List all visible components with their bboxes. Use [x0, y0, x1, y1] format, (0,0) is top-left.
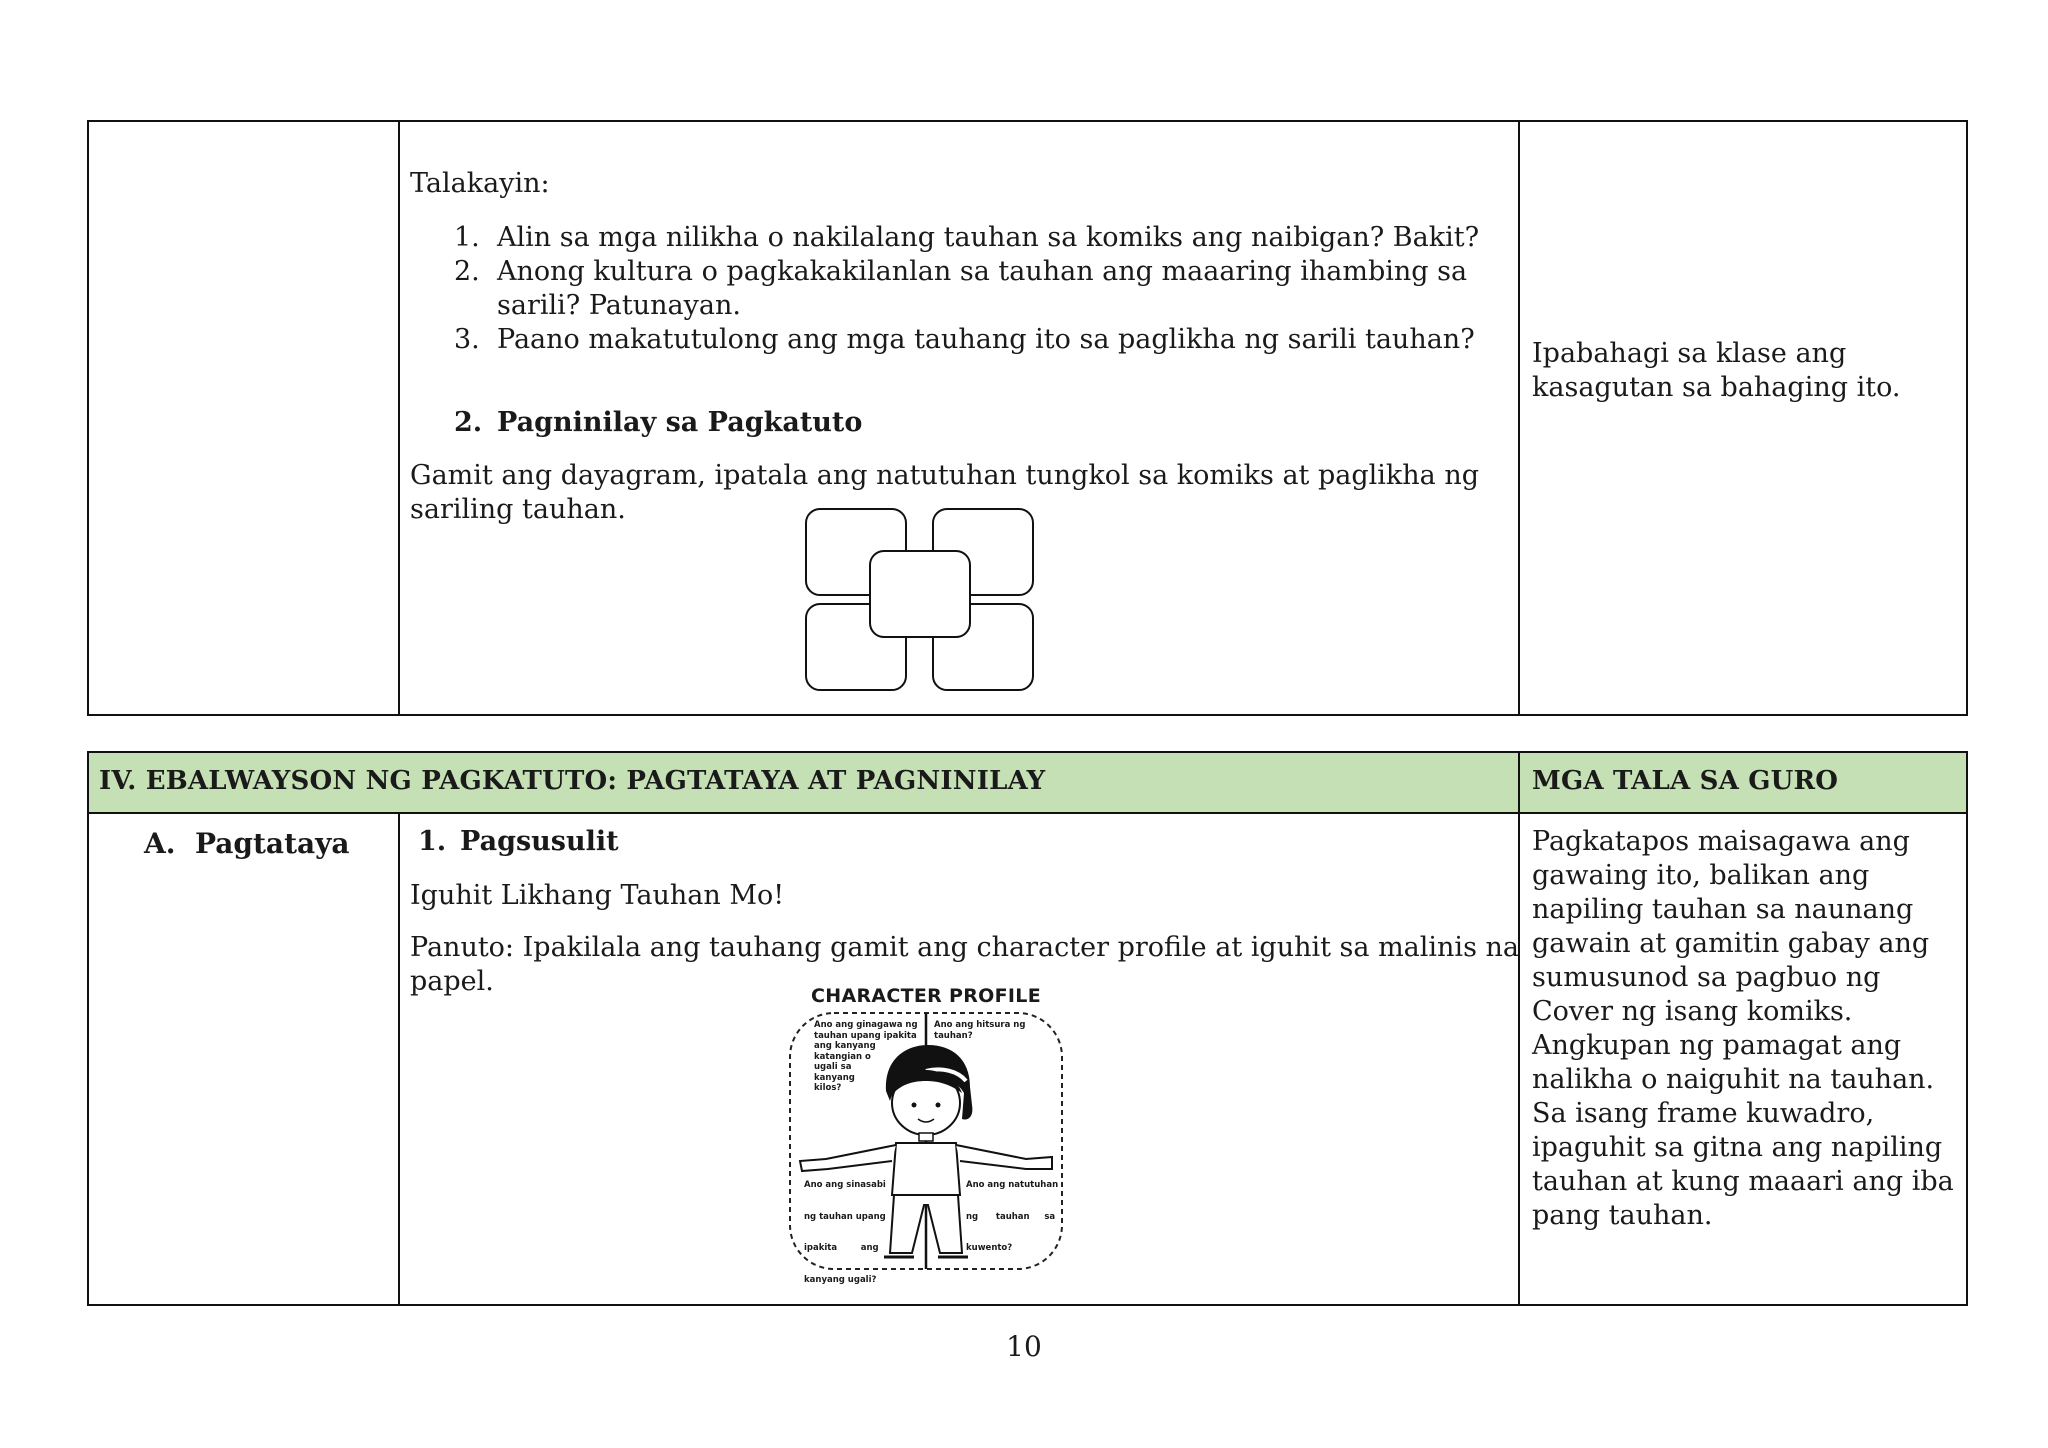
question-text: Paano makatutulong ang mga tauhang ito sa paglikha ng sarili tauhan? [497, 324, 1475, 355]
note-line: gawaing ito, balikan ang [1532, 860, 1870, 891]
task-title: Iguhit Likhang Tauhan Mo! [410, 880, 785, 911]
note-line: gawain at gamitin gabay ang [1532, 928, 1930, 959]
profile-question-line: ang kanyang [814, 1041, 876, 1051]
question-number: 2. [454, 256, 480, 287]
note-line: tauhan at kung maaari ang iba [1532, 1166, 1954, 1197]
teacher-note-cont: kasagutan sa bahaging ito. [1532, 372, 1901, 403]
section-title: Pagninilay sa Pagkatuto [497, 407, 863, 438]
profile-question-top-left [814, 1020, 918, 1094]
row-label-pagtataya: A. Pagtataya [144, 827, 350, 860]
profile-question-line: Ano ang hitsura ng [934, 1020, 1026, 1030]
teacher-notes-header: MGA TALA SA GURO [1532, 766, 1839, 796]
profile-question-line: kilos? [814, 1083, 842, 1093]
torso [892, 1143, 960, 1195]
panuto-text: Panuto: Ipakilala ang tauhang gamit ang character profile at iguhit sa malinis na [410, 932, 1519, 963]
note-line: Angkupan ng pamagat ang [1532, 1030, 1902, 1061]
profile-question-line: katangian o [814, 1051, 871, 1062]
profile-question-bottom-left [804, 1159, 886, 1306]
character-profile-figure [786, 985, 1066, 1285]
section-number: 2. [454, 407, 483, 438]
profile-question-line: kanyang [814, 1072, 855, 1083]
neck [919, 1133, 933, 1141]
note-line: nalikha o naiguhit na tauhan. [1532, 1064, 1935, 1095]
note-line: pang tauhan. [1532, 1200, 1713, 1231]
talakayin-label: Talakayin: [410, 168, 550, 199]
instruction-text-cont: sariling tauhan. [410, 494, 626, 525]
column-divider [398, 812, 400, 1304]
page-number: 10 [1006, 1330, 1042, 1363]
question-number: 1. [454, 222, 480, 253]
instruction-text: Gamit ang dayagram, ipatala ang natutuhan tungkol sa komiks at paglikha ng [410, 460, 1480, 491]
note-line: sumusunod sa pagbuo ng [1532, 962, 1881, 993]
profile-question-line: ipakita ang [804, 1243, 879, 1253]
profile-question-bottom-right [966, 1159, 1058, 1275]
character-profile-title: CHARACTER PROFILE [811, 985, 1041, 1007]
question-text: Anong kultura o pagkakakilanlan sa tauhan ang maaaring ihambing sa [497, 256, 1468, 287]
column-divider [398, 122, 400, 714]
profile-question-line: kanyang ugali? [804, 1274, 877, 1285]
profile-question-line: Ano ang ginagawa ng [814, 1020, 918, 1030]
profile-question-line: Ano ang natutuhan [966, 1180, 1059, 1190]
teacher-note: Ipabahagi sa klase ang [1532, 338, 1847, 369]
section-header: IV. EBALWAYSON NG PAGKATUTO: PAGTATAYA AT PAGNINILAY [99, 766, 1046, 796]
profile-question-line: ugali sa [814, 1062, 852, 1072]
teacher-notes-text [1532, 825, 1954, 1233]
note-line: Cover ng isang komiks. [1532, 996, 1853, 1027]
profile-question-line: ng tauhan upang [804, 1211, 886, 1222]
note-line: napiling tauhan sa naunang [1532, 894, 1914, 925]
profile-question-line: tauhan? [934, 1030, 973, 1041]
note-line: ipaguhit sa gitna ang napiling [1532, 1132, 1943, 1163]
column-divider [1518, 753, 1520, 1304]
question-number: 3. [454, 324, 480, 355]
profile-question-top-right [934, 1020, 1025, 1041]
eye-left [912, 1103, 917, 1108]
eye-right [936, 1103, 941, 1108]
item-number: 1. [418, 826, 447, 857]
question-text: Alin sa mga nilikha o nakilalang tauhan sa komiks ang naibigan? Bakit? [497, 222, 1480, 253]
item-title: Pagsusulit [460, 826, 619, 857]
panuto-text-cont: papel. [410, 966, 494, 997]
question-text-cont: sarili? Patunayan. [497, 290, 741, 321]
note-line: Pagkatapos maisagawa ang [1532, 826, 1910, 857]
profile-question-line: ng tauhan sa [966, 1211, 1056, 1222]
profile-question-line: tauhan upang ipakita [814, 1030, 917, 1041]
diagram-box-center [870, 551, 970, 637]
profile-question-line: Ano ang sinasabi [804, 1180, 886, 1190]
profile-question-line: kuwento? [966, 1243, 1013, 1253]
note-line: Sa isang frame kuwadro, [1532, 1098, 1875, 1129]
reflection-diagram [800, 505, 1040, 695]
header-divider [89, 812, 1966, 814]
column-divider [1518, 122, 1520, 714]
